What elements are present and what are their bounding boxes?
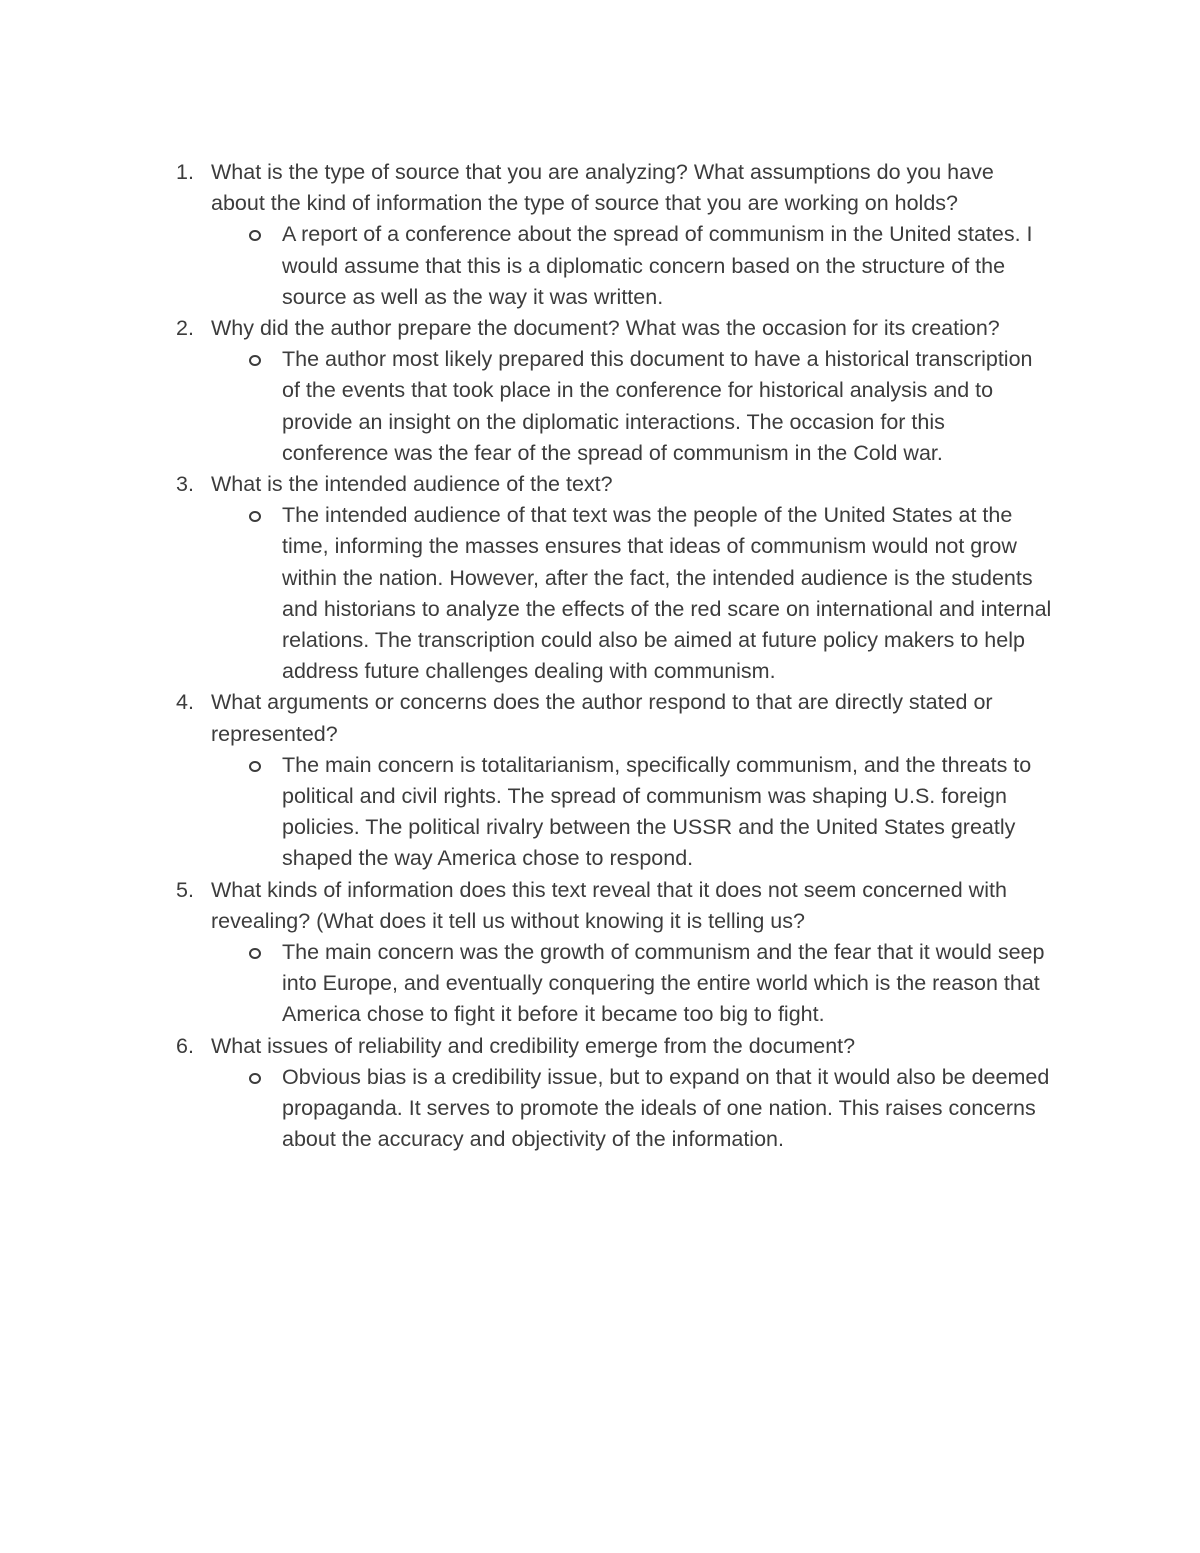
hollow-circle-bullet-icon	[249, 1073, 261, 1084]
answer-list	[0, 344, 1200, 469]
question-text: What kinds of information does this text reveal that it does not seem concerned with revealing? (What does it tell us without knowing it is telling us?	[211, 877, 1007, 933]
hollow-circle-bullet-icon	[249, 355, 261, 366]
answer-text: The author most likely prepared this document to have a historical transcription of the events that took place in the conference for historical analysis and to provide an insight on the diplomatic interactions. The occasion for this conference was the fear of the spread of communism in the Cold war.	[282, 347, 1033, 465]
question-text: Why did the author prepare the document? What was the occasion for its creation?	[211, 316, 1000, 341]
answer-text: The main concern is totalitarianism, specifically communism, and the threats to political and civil rights. The spread of communism was shaping U.S. foreign policies. The political rivalry between the USSR and the United States greatly shaped the way America chose to respond.	[282, 752, 1032, 871]
hollow-circle-bullet-icon	[249, 230, 261, 241]
hollow-circle-bullet-icon	[249, 761, 261, 772]
question-item-4	[0, 687, 1200, 874]
answer-text: The main concern was the growth of communism and the fear that it would seep into Europe, and eventually conquering the entire world which is the reason that America chose to fight it before it became too big to fight.	[282, 940, 1045, 1027]
question-number: 5.	[176, 877, 194, 902]
hollow-circle-bullet-icon	[249, 948, 261, 959]
question-item-5	[0, 875, 1200, 1031]
question-number: 2.	[176, 316, 194, 341]
answer-list	[0, 500, 1200, 687]
question-text: What is the type of source that you are analyzing? What assumptions do you have about the kind of information the type of source that you are working on holds?	[211, 160, 994, 216]
question-number: 6.	[176, 1033, 194, 1058]
question-number: 1.	[176, 160, 194, 184]
answer-item	[0, 344, 1200, 469]
question-item-6	[0, 1031, 1200, 1156]
question-item-3	[0, 469, 1200, 687]
question-text: What issues of reliability and credibility emerge from the document?	[211, 1033, 856, 1058]
answer-item	[0, 219, 1200, 313]
answer-list	[0, 219, 1200, 313]
answer-item	[0, 500, 1200, 687]
question-list	[0, 157, 1200, 1156]
answer-text: The intended audience of that text was the people of the United States at the time, informing the masses ensures that ideas of communism would not grow within the nation. However, after the fact, the intended audience is the students and historians to analyze the effects of the red scare on international and internal relations. The transcription could also be aimed at future policy makers to help address future challenges dealing with communism.	[282, 503, 1052, 684]
answer-list	[0, 1062, 1200, 1156]
question-item-2	[0, 313, 1200, 469]
answer-text: A report of a conference about the spread of communism in the United states. I would assume that this is a diplomatic concern based on the structure of the source as well as the way it was written.	[282, 222, 1033, 309]
question-text: What arguments or concerns does the author respond to that are directly stated or represented?	[211, 690, 993, 746]
answer-text: Obvious bias is a credibility issue, but to expand on that it would also be deemed propaganda. It serves to promote the ideals of one nation. This raises concerns about the accuracy and objectivity of the information.	[282, 1064, 1050, 1152]
question-item-1	[0, 157, 1200, 313]
question-number: 4.	[176, 690, 194, 715]
answer-list	[0, 937, 1200, 1031]
answer-item	[0, 1062, 1200, 1156]
question-text: What is the intended audience of the text?	[211, 472, 613, 497]
answer-item	[0, 937, 1200, 1031]
answer-list	[0, 750, 1200, 875]
hollow-circle-bullet-icon	[249, 511, 261, 522]
answer-item	[0, 750, 1200, 875]
question-number: 3.	[176, 472, 194, 497]
